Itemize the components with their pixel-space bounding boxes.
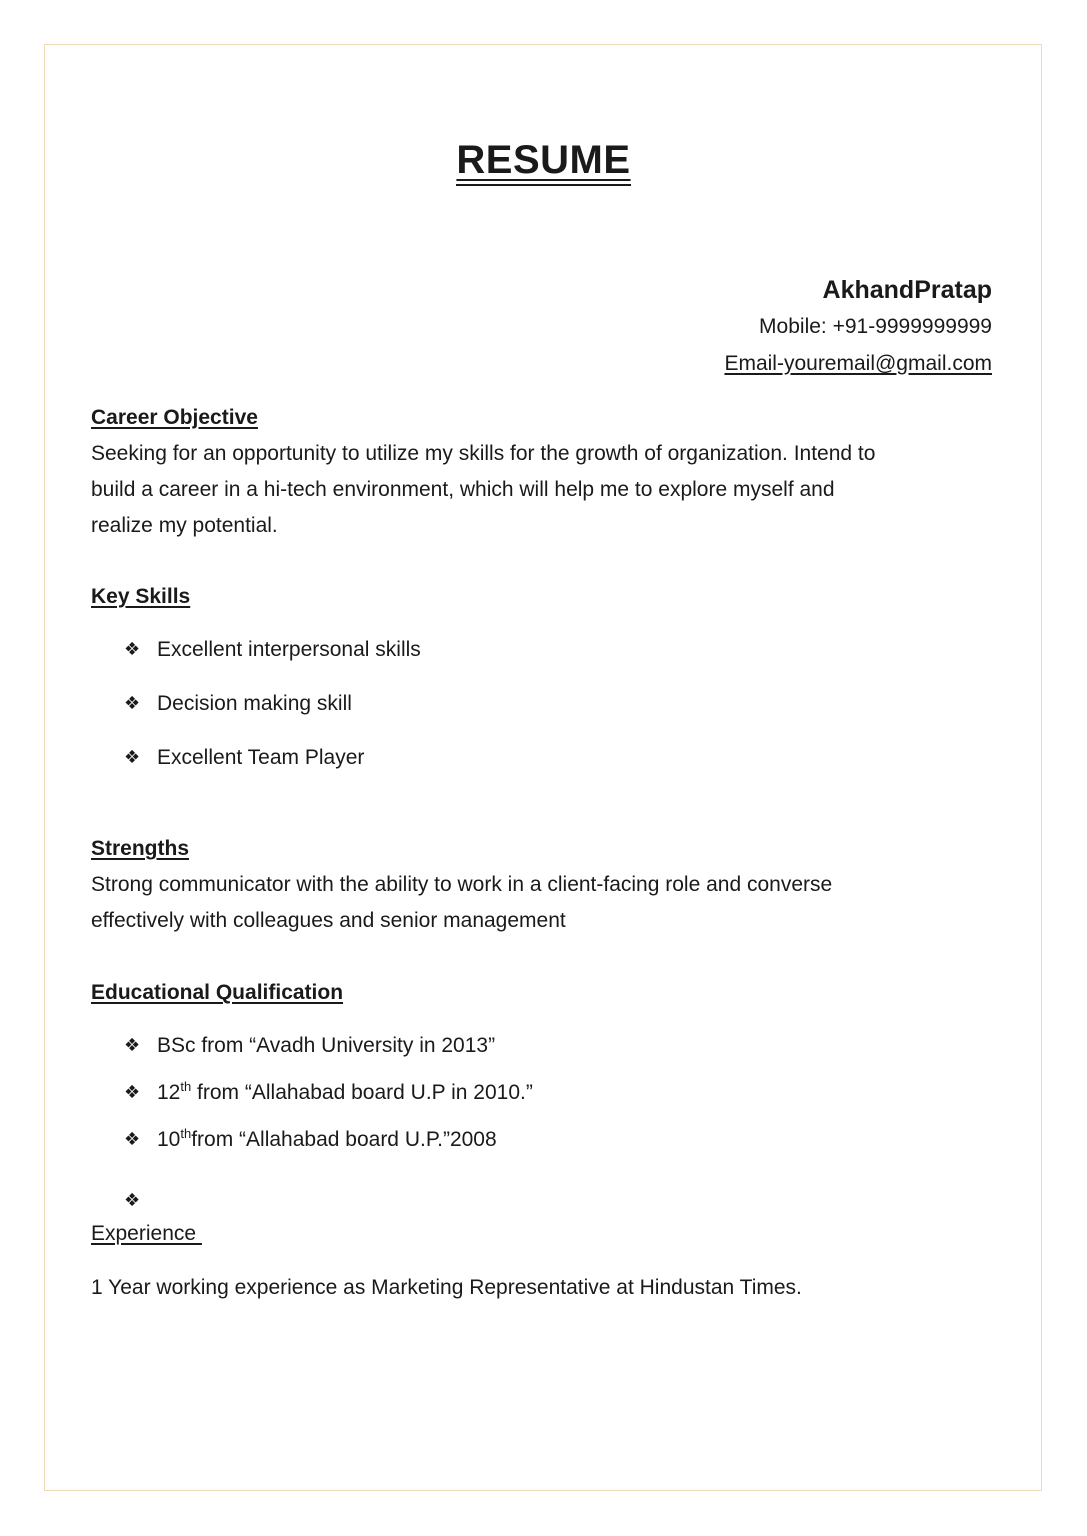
- resume-title: [0, 138, 1087, 186]
- strengths-heading: Strengths: [91, 837, 190, 860]
- diamond-bullet-icon: ❖: [124, 1082, 141, 1103]
- education-grade: 10: [157, 1128, 181, 1151]
- experience-heading: Experience: [91, 1222, 202, 1245]
- candidate-name: AkhandPratap: [822, 276, 992, 304]
- key-skills-list: [91, 635, 996, 773]
- strengths-section: [91, 831, 996, 939]
- list-item: [91, 689, 996, 719]
- skill-text: Excellent Team Player: [157, 746, 365, 769]
- strengths-line-1: Strong communicator with the ability to work in a client-facing role and converse: [91, 873, 833, 896]
- education-text: BSc from “Avadh University in 2013”: [157, 1034, 496, 1057]
- career-objective-line-3: realize my potential.: [91, 514, 278, 537]
- education-list: [91, 1031, 996, 1155]
- skill-text: Excellent interpersonal skills: [157, 638, 421, 661]
- education-text: from “Allahabad board U.P in 2010.”: [191, 1081, 533, 1104]
- education-grade: 12: [157, 1081, 181, 1104]
- education-section: [91, 975, 996, 1155]
- key-skills-heading: Key Skills: [91, 585, 191, 608]
- education-heading: Educational Qualification: [91, 981, 344, 1004]
- diamond-bullet-icon: ❖: [124, 747, 141, 768]
- diamond-bullet-icon: ❖: [124, 1129, 141, 1150]
- education-text: from “Allahabad board U.P.”2008: [191, 1128, 497, 1151]
- career-objective-line-1: Seeking for an opportunity to utilize my skills for the growth of organization. Intend to: [91, 442, 876, 465]
- ordinal-suffix: th: [180, 1126, 192, 1141]
- contact-block: [724, 272, 992, 382]
- skill-text: Decision making skill: [157, 692, 352, 715]
- list-item: [91, 743, 996, 773]
- diamond-bullet-icon: ❖: [124, 1035, 141, 1056]
- ordinal-suffix: th: [180, 1079, 192, 1094]
- email-link[interactable]: Email-youremail@gmail.com: [724, 352, 992, 375]
- diamond-bullet-icon: ❖: [124, 639, 141, 660]
- experience-section: [91, 1216, 996, 1306]
- diamond-bullet-icon: ❖: [124, 1190, 141, 1211]
- diamond-bullet-icon: ❖: [124, 693, 141, 714]
- mobile-number: Mobile: +91-9999999999: [759, 315, 992, 338]
- list-item: [91, 1031, 996, 1061]
- list-item: [91, 1125, 996, 1155]
- experience-text: 1 Year working experience as Marketing Representative at Hindustan Times.: [91, 1276, 802, 1299]
- list-item: [91, 635, 996, 665]
- key-skills-section: [91, 579, 996, 773]
- resume-title-text: RESUME: [456, 138, 630, 186]
- career-objective-section: [91, 400, 996, 544]
- strengths-line-2: effectively with colleagues and senior management: [91, 909, 566, 932]
- career-objective-line-2: build a career in a hi-tech environment, which will help me to explore myself and: [91, 478, 835, 501]
- list-item: [91, 1078, 996, 1108]
- career-objective-heading: Career Objective: [91, 406, 258, 429]
